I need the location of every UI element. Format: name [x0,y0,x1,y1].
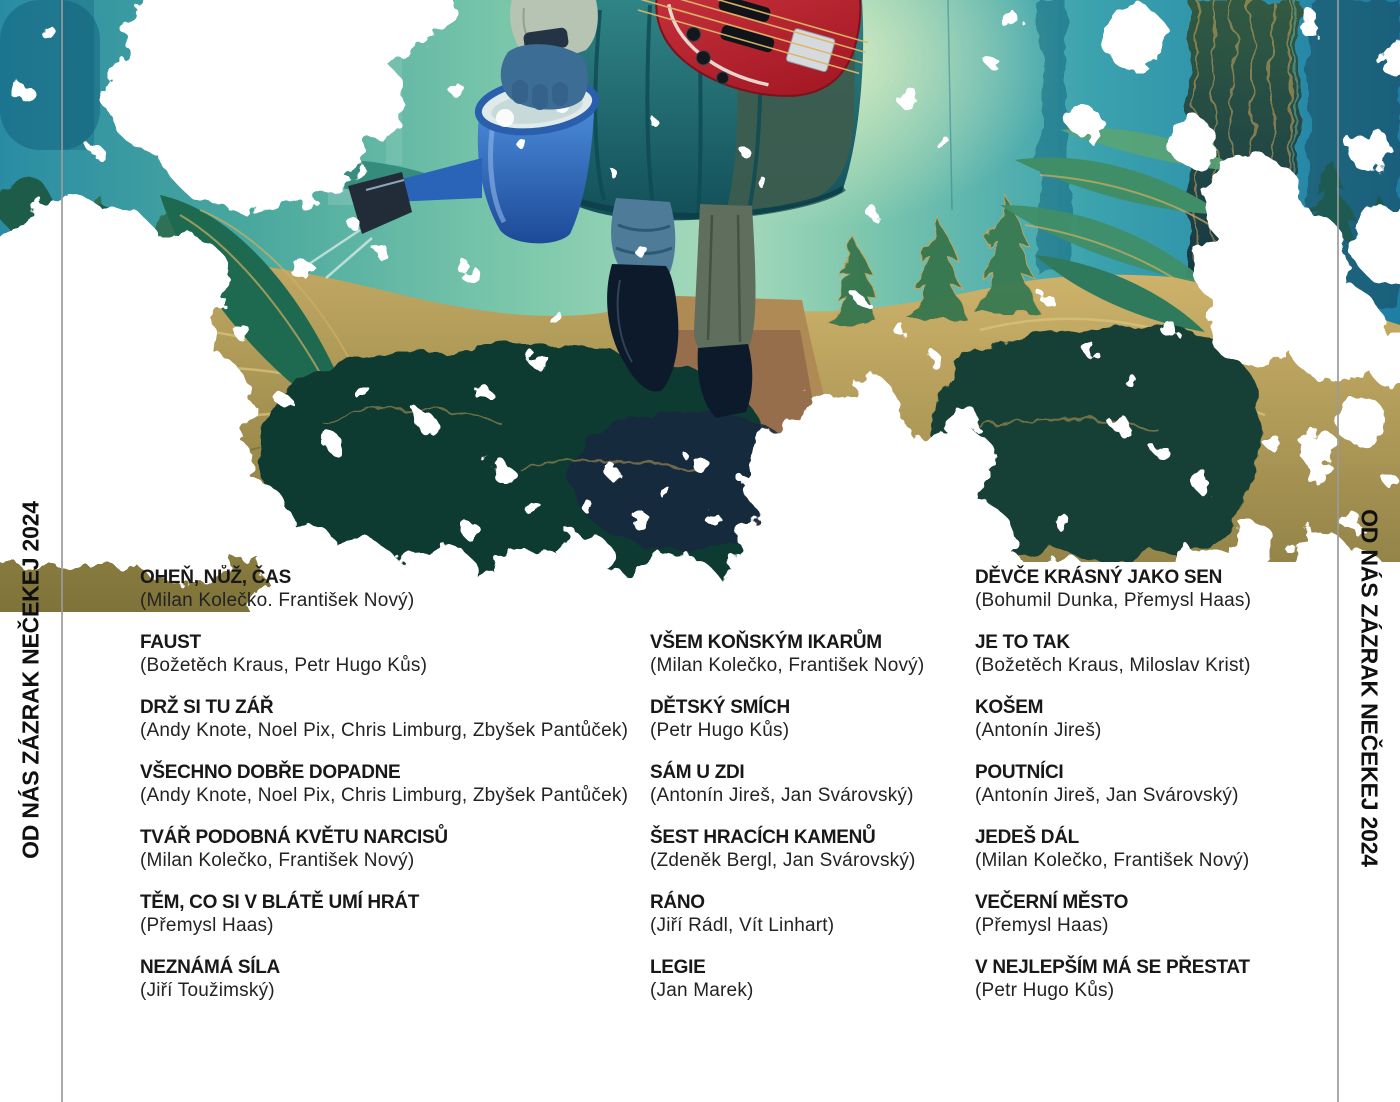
track-entry [975,631,1315,678]
track-credits: (Přemysl Haas) [975,915,1109,936]
track-credits: (Antonín Jireš) [975,720,1102,741]
track-entry [140,761,650,808]
track-credits: (Petr Hugo Kůs) [650,720,790,741]
track-credits: (Antonín Jireš, Jan Svárovský) [650,785,914,806]
track-credits: (Andy Knote, Noel Pix, Chris Limburg, Zbyšek Pantůček) [140,720,629,741]
track-entry [975,761,1315,808]
track-entry [140,956,650,1003]
track-title: LEGIE [650,957,706,978]
track-entry [975,696,1315,743]
track-credits: (Bohumil Dunka, Přemysl Haas) [975,590,1252,611]
track-title: JEDEŠ DÁL [975,827,1079,848]
track-title: ŠEST HRACÍCH KAMENŮ [650,827,876,848]
track-credits: (Andy Knote, Noel Pix, Chris Limburg, Zbyšek Pantůček) [140,785,629,806]
track-entry [650,631,980,678]
track-title: DRŽ SI TU ZÁŘ [140,697,274,718]
track-credits: (Milan Kolečko, František Nový) [140,850,415,871]
track-title: RÁNO [650,892,705,913]
track-entry [650,891,980,938]
track-entry [650,761,980,808]
track-entry [975,826,1315,873]
fold-line-right [1337,0,1339,1102]
track-credits: (Milan Kolečko, František Nový) [975,850,1250,871]
track-credits: (Božetěch Kraus, Miloslav Krist) [975,655,1251,676]
track-entry [140,826,650,873]
tracklist-column-2 [650,631,980,1021]
track-entry [650,956,980,1003]
track-entry [975,566,1315,613]
tracklist-column-3 [975,566,1315,1021]
track-credits: (Antonín Jireš, Jan Svárovský) [975,785,1239,806]
track-title: TVÁŘ PODOBNÁ KVĚTU NARCISŮ [140,827,448,848]
track-credits: (Zdeněk Bergl, Jan Svárovský) [650,850,916,871]
track-title: KOŠEM [975,697,1044,718]
track-credits: (Milan Kolečko, František Nový) [650,655,925,676]
track-credits: (Božetěch Kraus, Petr Hugo Kůs) [140,655,428,676]
track-title: VŠEM KOŇSKÝM IKARŮM [650,632,882,653]
tracklist-column-1 [140,566,650,1021]
track-title: POUTNÍCI [975,762,1064,783]
track-title: TĚM, CO SI V BLÁTĚ UMÍ HRÁT [140,892,420,913]
spine-text-left: OD NÁS ZÁZRAK NEČEKEJ 2024 [17,501,44,859]
track-title: JE TO TAK [975,632,1070,653]
spine-text-right: OD NÁS ZÁZRAK NEČEKEJ 2024 [1356,509,1383,867]
track-entry [650,826,980,873]
track-credits: (Jiří Toužimský) [140,980,275,1001]
fold-line-left [61,0,63,1102]
track-title: V NEJLEPŠÍM MÁ SE PŘESTAT [975,957,1250,978]
track-entry [140,566,650,613]
track-title: OHEŇ, NŮŽ, ČAS [140,567,291,588]
track-credits: (Petr Hugo Kůs) [975,980,1115,1001]
track-title: FAUST [140,632,201,653]
track-title: SÁM U ZDI [650,762,745,783]
track-entry [975,891,1315,938]
track-title: NEZNÁMÁ SÍLA [140,957,280,978]
track-credits: (Jiří Rádl, Vít Linhart) [650,915,835,936]
track-entry [140,696,650,743]
track-title: VŠECHNO DOBŘE DOPADNE [140,762,401,783]
track-entry [650,696,980,743]
track-credits: (Jan Marek) [650,980,754,1001]
track-entry [140,891,650,938]
track-entry [975,956,1315,1003]
track-entry [140,631,650,678]
track-credits: (Přemysl Haas) [140,915,274,936]
track-title: DĚTSKÝ SMÍCH [650,697,790,718]
gloved-hand [501,44,588,110]
track-title: VEČERNÍ MĚSTO [975,892,1129,913]
track-title: DĚVČE KRÁSNÝ JAKO SEN [975,567,1223,588]
track-credits: (Milan Kolečko. František Nový) [140,590,415,611]
